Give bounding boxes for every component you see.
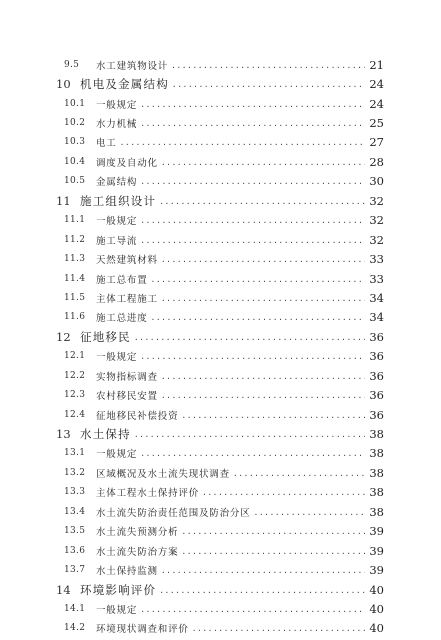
toc-entry-page: 32 [369, 232, 384, 247]
dot-leader [161, 290, 365, 306]
toc-entry-title: 征地移民补偿投资 [96, 410, 179, 422]
toc-entry-page: 34 [369, 290, 384, 305]
toc-entry-11-3[interactable] [56, 249, 384, 268]
toc-entry-number: 11.3 [64, 254, 86, 265]
dot-leader [140, 445, 365, 461]
dot-leader [192, 620, 365, 636]
toc-entry-title: 区域概况及水土流失现状调查 [96, 468, 230, 480]
toc-entry-title: 天然建筑材料 [96, 255, 158, 267]
toc-entry-title: 水力机械 [96, 119, 138, 131]
toc-entry-page: 38 [369, 446, 384, 461]
dot-leader [159, 193, 365, 209]
dot-leader [159, 582, 365, 598]
toc-entry-number: 11.2 [64, 234, 86, 245]
dot-leader [134, 329, 365, 345]
toc-entry-number: 10.2 [64, 118, 86, 129]
dot-leader [120, 134, 365, 150]
toc-entry-page: 32 [369, 193, 384, 208]
dot-leader [134, 426, 365, 442]
toc-entry-title: 调度及自动化 [96, 157, 158, 169]
dot-leader [181, 543, 365, 559]
toc-entry-page: 30 [369, 174, 384, 189]
dot-leader [140, 601, 365, 617]
toc-entry-title: 实物指标调查 [96, 371, 158, 383]
toc-entry-number: 9.5 [64, 59, 80, 70]
toc-entry-page: 25 [369, 116, 384, 131]
toc-entry-page: 39 [369, 563, 384, 578]
toc-entry-page: 27 [369, 135, 384, 150]
toc-entry-title: 一般规定 [96, 99, 138, 111]
toc-entry-page: 33 [369, 252, 384, 267]
toc-entry-number: 13.2 [64, 467, 86, 478]
dot-leader [181, 523, 365, 539]
toc-entry-page: 40 [369, 601, 384, 616]
toc-entry-11-2[interactable] [56, 230, 384, 249]
toc-entry-title: 施工总进度 [96, 313, 148, 325]
toc-entry-title: 水土流失防治责任范围及防治分区 [96, 507, 251, 519]
toc-entry-number: 11.4 [64, 273, 86, 284]
toc-entry-10-3[interactable] [56, 133, 384, 152]
toc-entry-13-3[interactable] [56, 483, 384, 502]
toc-entry-11-6[interactable] [56, 308, 384, 327]
toc-entry-number: 13.4 [64, 506, 86, 517]
toc-entry-10-4[interactable] [56, 152, 384, 171]
toc-entry-number: 13 [56, 427, 71, 442]
toc-entry-number: 11.5 [64, 292, 86, 303]
toc-entry-title: 水土流失防治方案 [96, 546, 179, 558]
toc-entry-title: 机电及金属结构 [80, 77, 169, 92]
toc-entry-title: 施工组织设计 [80, 193, 157, 208]
toc-entry-13-2[interactable] [56, 463, 384, 482]
toc-entry-title: 征地移民 [80, 329, 131, 344]
toc-entry-10-2[interactable] [56, 113, 384, 132]
toc-entry-number: 13.5 [64, 526, 86, 537]
toc-entry-10-1[interactable] [56, 94, 384, 113]
toc-chapter-14[interactable] [56, 580, 384, 599]
toc-entry-title: 主体工程水土保持评价 [96, 488, 200, 500]
toc-entry-title: 一般规定 [96, 449, 138, 461]
toc-entry-page: 36 [369, 349, 384, 364]
toc-entry-number: 13.1 [64, 448, 86, 459]
toc-entry-title: 环境现状调查和评价 [96, 624, 189, 636]
dot-leader [140, 96, 365, 112]
dot-leader [181, 407, 365, 423]
toc-entry-page: 24 [369, 96, 384, 111]
toc-entry-title: 一般规定 [96, 604, 138, 616]
toc-chapter-13[interactable] [56, 424, 384, 443]
toc-entry-10-5[interactable] [56, 172, 384, 191]
toc-entry-page: 40 [369, 621, 384, 636]
toc-entry-title: 施工总布置 [96, 274, 148, 286]
dot-leader [151, 271, 365, 287]
toc-entry-page: 33 [369, 271, 384, 286]
dot-leader [151, 309, 365, 325]
toc-entry-13-5[interactable] [56, 522, 384, 541]
toc-entry-13-1[interactable] [56, 444, 384, 463]
dot-leader [202, 484, 365, 500]
toc-entry-number: 13.3 [64, 487, 86, 498]
toc-entry-number: 10.1 [64, 98, 86, 109]
toc-entry-page: 36 [369, 368, 384, 383]
toc-entry-title: 水土流失预测分析 [96, 527, 179, 539]
toc-entry-12-2[interactable] [56, 366, 384, 385]
toc-entry-page: 34 [369, 310, 384, 325]
toc-entry-number: 10.5 [64, 176, 86, 187]
toc-entry-number: 13.7 [64, 565, 86, 576]
toc-entry-11-1[interactable] [56, 211, 384, 230]
toc-entry-number: 14.2 [64, 623, 86, 634]
dot-leader [161, 368, 365, 384]
toc-entry-number: 10.4 [64, 156, 86, 167]
toc-entry-title: 一般规定 [96, 216, 138, 228]
dot-leader [161, 387, 365, 403]
dot-leader [140, 348, 365, 364]
toc-entry-title: 农村移民安置 [96, 391, 158, 403]
toc-entry-11-4[interactable] [56, 269, 384, 288]
toc-chapter-12[interactable] [56, 327, 384, 346]
toc-entry-title: 主体工程施工 [96, 293, 158, 305]
toc-entry-title: 水土保持监测 [96, 566, 158, 578]
dot-leader [233, 465, 365, 481]
toc-entry-page: 40 [369, 582, 384, 597]
toc-entry-page: 38 [369, 465, 384, 480]
toc-entry-number: 11 [56, 193, 71, 208]
toc-entry-12-1[interactable] [56, 347, 384, 366]
toc-entry-page: 38 [369, 427, 384, 442]
toc-entry-page: 28 [369, 154, 384, 169]
toc-entry-title: 金属结构 [96, 177, 138, 189]
toc-entry-page: 32 [369, 213, 384, 228]
toc-entry-number: 11.1 [64, 215, 86, 226]
toc-chapter-10[interactable] [56, 74, 384, 93]
toc-entry-13-6[interactable] [56, 541, 384, 560]
toc-entry-title: 水土保持 [80, 427, 131, 442]
toc-entry-title: 电工 [96, 138, 117, 150]
toc-entry-12-4[interactable] [56, 405, 384, 424]
dot-leader [140, 115, 365, 131]
dot-leader [140, 212, 365, 228]
toc-entry-title: 环境影响评价 [80, 582, 157, 597]
toc-entry-number: 14.1 [64, 603, 86, 614]
dot-leader [161, 154, 365, 170]
dot-leader [140, 232, 365, 248]
toc-entry-title: 施工导流 [96, 235, 138, 247]
toc-entry-page: 36 [369, 407, 384, 422]
toc-entry-number: 12.3 [64, 390, 86, 401]
dot-leader [172, 76, 365, 92]
toc-chapter-11[interactable] [56, 191, 384, 210]
toc-entry-11-5[interactable] [56, 288, 384, 307]
toc-entry-number: 14 [56, 582, 71, 597]
toc-entry-12-3[interactable] [56, 385, 384, 404]
toc-entry-page: 24 [369, 77, 384, 92]
toc-entry-number: 10 [56, 77, 71, 92]
dot-leader [161, 562, 365, 578]
toc-entry-page: 36 [369, 388, 384, 403]
dot-leader [254, 504, 365, 520]
dot-leader [171, 57, 365, 73]
toc-entry-title: 水工建筑物设计 [96, 60, 169, 72]
toc-entry-13-4[interactable] [56, 502, 384, 521]
toc-entry-number: 11.6 [64, 312, 86, 323]
toc-entry-9-5[interactable] [56, 55, 384, 74]
toc-entry-number: 12.4 [64, 409, 86, 420]
toc-entry-page: 36 [369, 329, 384, 344]
toc-entry-14-2[interactable] [56, 619, 384, 638]
toc-entry-page: 38 [369, 485, 384, 500]
dot-leader [140, 173, 365, 189]
toc-entry-page: 39 [369, 543, 384, 558]
toc-entry-page: 38 [369, 504, 384, 519]
toc-entry-number: 12 [56, 329, 71, 344]
toc-entry-number: 13.6 [64, 545, 86, 556]
toc-entry-number: 12.2 [64, 370, 86, 381]
toc-entry-13-7[interactable] [56, 560, 384, 579]
toc-entry-number: 10.3 [64, 137, 86, 148]
toc-entry-number: 12.1 [64, 351, 86, 362]
toc-entry-14-1[interactable] [56, 599, 384, 618]
toc-entry-page: 39 [369, 524, 384, 539]
table-of-contents [56, 55, 384, 638]
dot-leader [161, 251, 365, 267]
toc-entry-title: 一般规定 [96, 352, 138, 364]
toc-entry-page: 21 [369, 57, 384, 72]
